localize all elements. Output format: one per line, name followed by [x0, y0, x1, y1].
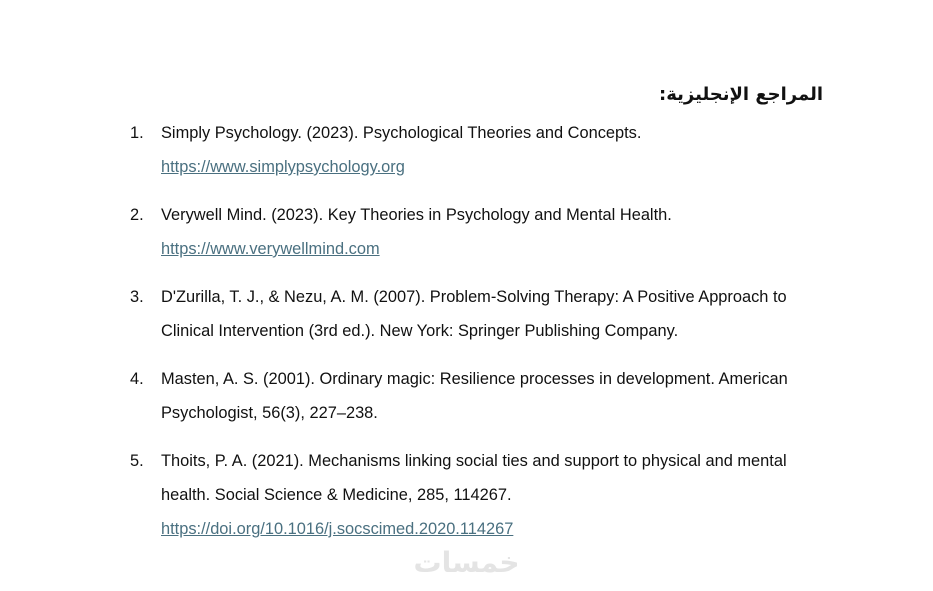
reference-number: 3.: [130, 288, 144, 306]
reference-text: D'Zurilla, T. J., & Nezu, A. M. (2007). Problem-Solving Therapy: A Positive Approach to Clinical Intervention (3rd ed.). New York: Springer Publishing Company.: [161, 288, 787, 340]
reference-item: [130, 280, 830, 348]
reference-number: 1.: [130, 124, 144, 142]
reference-link[interactable]: https://www.simplypsychology.org: [161, 158, 405, 176]
reference-text: Verywell Mind. (2023). Key Theories in Psychology and Mental Health.: [161, 206, 672, 224]
reference-number: 4.: [130, 370, 144, 388]
reference-text: Simply Psychology. (2023). Psychological Theories and Concepts.: [161, 124, 642, 142]
reference-text: Thoits, P. A. (2021). Mechanisms linking social ties and support to physical and mental health. Social Science & Medicine, 285, 114267.: [161, 452, 787, 504]
reference-link[interactable]: https://doi.org/10.1016/j.socscimed.2020.114267: [161, 520, 514, 538]
reference-item: [130, 116, 830, 184]
references-heading: المراجع الإنجليزية:: [659, 84, 823, 105]
reference-text: Masten, A. S. (2001). Ordinary magic: Resilience processes in development. American Psychologist, 56(3), 227–238.: [161, 370, 788, 422]
reference-number: 5.: [130, 452, 144, 470]
watermark-logo: خمسات: [413, 546, 520, 579]
references-list: [130, 116, 830, 560]
reference-link[interactable]: https://www.verywellmind.com: [161, 240, 380, 258]
reference-number: 2.: [130, 206, 144, 224]
reference-item: [130, 444, 830, 546]
reference-item: [130, 362, 830, 430]
reference-item: [130, 198, 830, 266]
